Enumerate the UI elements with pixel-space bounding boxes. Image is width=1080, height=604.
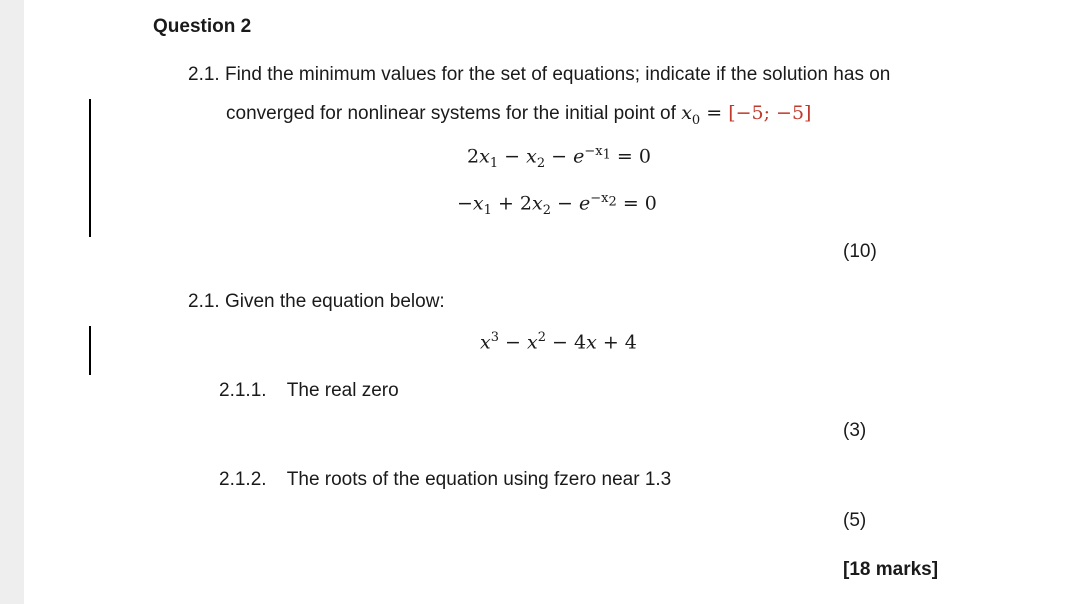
marks-subquestion-2-1-2: (5)	[843, 510, 867, 531]
initial-point: $x_0 = [-5$; −5]	[681, 102, 812, 128]
change-bar-1	[89, 99, 91, 237]
question-2-1-line2	[226, 102, 811, 128]
subquestion-number: 2.1.2.	[219, 469, 267, 490]
page-margin	[0, 0, 24, 604]
subquestion-number: 2.1.1.	[219, 380, 267, 401]
question-text-line2: converged for nonlinear systems for the initial point of	[226, 103, 676, 124]
question-number: 2.1.	[188, 291, 220, 312]
question-2-1-b	[188, 291, 445, 313]
marks-subquestion-2-1-1: (3)	[843, 420, 867, 441]
total-marks: [18 marks]	[843, 559, 939, 580]
subquestion-2-1-1	[219, 380, 399, 402]
change-bar-2	[89, 326, 91, 375]
equation-2: $-x_1 + 2x_2 - e^{-x_2} = 0$	[457, 191, 657, 219]
question-title: Question 2	[153, 16, 252, 37]
question-2-1-line1	[188, 64, 890, 86]
initial-point-value: [−5; −5]	[728, 102, 812, 124]
question-number: 2.1.	[188, 64, 220, 85]
equation-1: $2x_1 - x_2 - e^{-x_1} = 0$	[467, 144, 651, 172]
question-text-line1: Find the minimum values for the set of equations; indicate if the solution has on	[224, 64, 891, 85]
polynomial: $x^3 - x^2 - 4x + 4$	[480, 330, 637, 354]
subquestion-2-1-2	[219, 469, 671, 491]
marks-question-2-1: (10)	[843, 241, 877, 262]
subquestion-text: The roots of the equation using fzero near 1.3	[286, 469, 672, 490]
subquestion-text: The real zero	[286, 380, 399, 401]
question-text: Given the equation below:	[224, 291, 445, 312]
